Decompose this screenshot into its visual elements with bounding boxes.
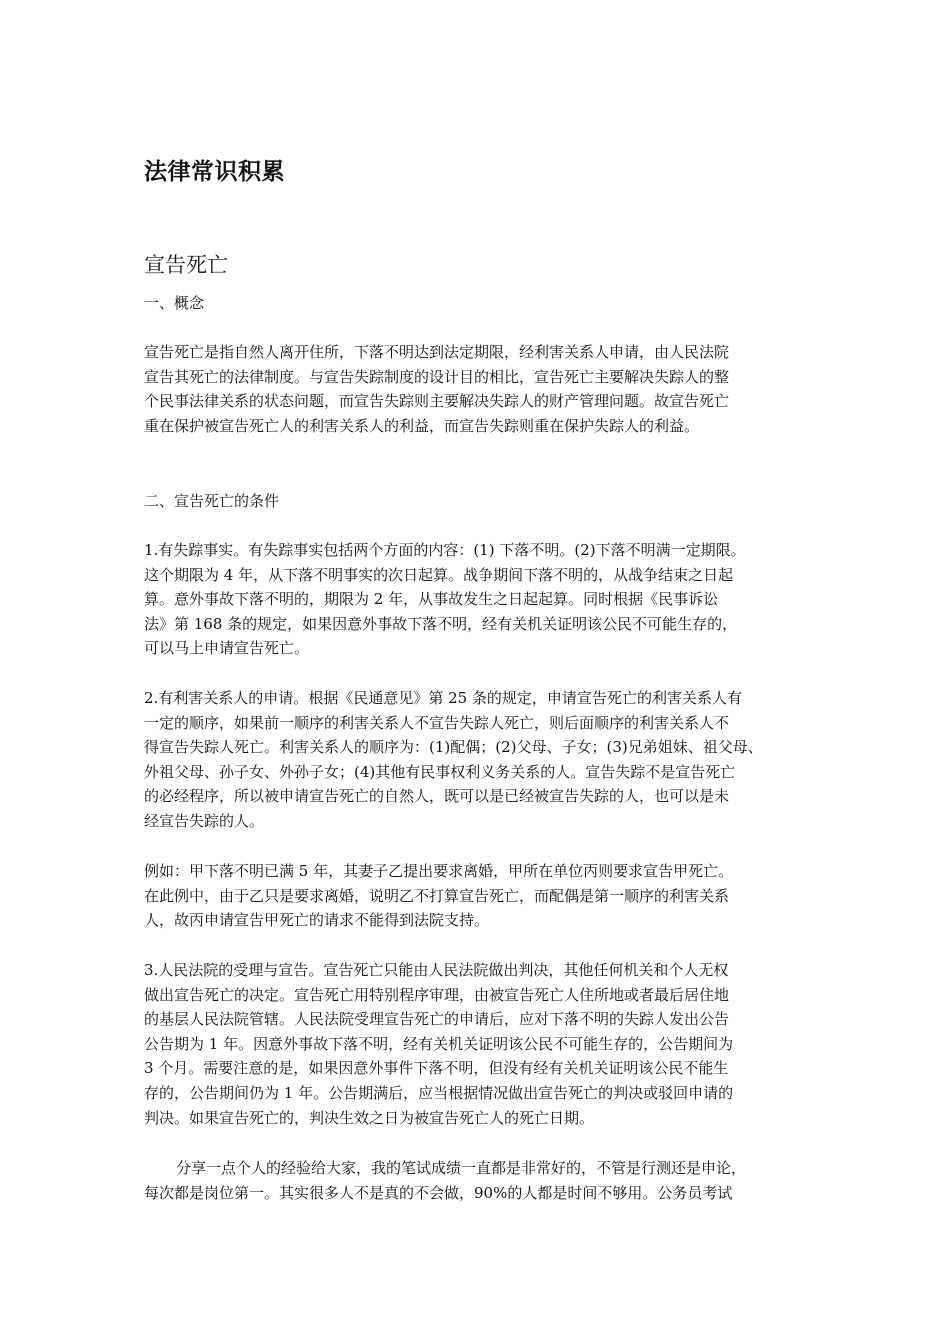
paragraph-line: 算。意外事故下落不明的，期限为 2 年，从事故发生之日起起算。同时根据《民事诉讼: [144, 590, 719, 609]
paragraph-line: 的必经程序，所以被申请宣告死亡的自然人，既可以是已经被宣告失踪的人，也可以是未: [144, 787, 730, 806]
paragraph-line: 例如：甲下落不明已满 5 年，其妻子乙提出要求离婚，甲所在单位丙则要求宣告甲死亡。: [144, 862, 734, 880]
paragraph-line: 做出宣告死亡的决定。宣告死亡用特别程序审理，由被宣告死亡人住所地或者最后居住地: [144, 985, 730, 1004]
paragraph-example: [144, 859, 816, 933]
paragraph-line: 经宣告失踪的人。: [144, 811, 265, 830]
paragraph-line: 宣告其死亡的法律制度。与宣告失踪制度的设计目的相比，宣告死亡主要解决失踪人的整: [144, 367, 730, 386]
paragraph-concept: [144, 340, 816, 438]
heading-concept: [144, 291, 816, 316]
paragraph-line: 3 个月。需要注意的是，如果因意外事件下落不明，但没有经有关机关证明该公民不能生: [144, 1059, 729, 1078]
paragraph-line: 1.有失踪事实。有失踪事实包括两个方面的内容：(1) 下落不明。(2)下落不明满一定期限。: [144, 541, 746, 559]
paragraph-condition-1: [144, 538, 816, 661]
paragraph-line: 外祖父母、孙子女、外孙子女；(4)其他有民事权利义务关系的人。宣告失踪不是宣告死亡: [144, 762, 736, 781]
paragraph-line: 个民事法律关系的状态问题，而宣告失踪则主要解决失踪人的财产管理问题。故宣告死亡: [144, 392, 730, 411]
heading-conditions: [144, 489, 816, 514]
paragraph-line: 2.有利害关系人的申请。根据《民通意见》第 25 条的规定，申请宣告死亡的利害关系人有: [144, 689, 742, 707]
heading-concept-text: 一、概念: [144, 294, 205, 312]
paragraph-line: 重在保护被宣告死亡人的利害关系人的利益，而宣告失踪则重在保护失踪人的利益。: [144, 416, 700, 435]
paragraph-condition-3: [144, 958, 816, 1130]
paragraph-line: 的基层人民法院管辖。人民法院受理宣告死亡的申请后，应对下落不明的失踪人发出公告: [144, 1010, 730, 1029]
paragraph-share: [144, 1156, 816, 1205]
paragraph-line: 人，故丙申请宣告甲死亡的请求不能得到法院支持。: [144, 911, 490, 930]
paragraph-line: 每次都是岗位第一。其实很多人不是真的不会做，90%的人都是时间不够用。公务员考试: [144, 1183, 733, 1202]
paragraph-line: 判决。如果宣告死亡的，判决生效之日为被宣告死亡人的死亡日期。: [144, 1108, 595, 1127]
document-title: 法律常识积累: [144, 159, 285, 185]
paragraph-line: 在此例中，由于乙只是要求离婚，说明乙不打算宣告死亡，而配偶是第一顺序的利害关系: [144, 886, 730, 905]
paragraph-line: 得宣告失踪人死亡。利害关系人的顺序为：(1)配偶；(2)父母、子女；(3)兄弟姐妹、祖父母、: [144, 738, 763, 757]
paragraph-line: 3.人民法院的受理与宣告。宣告死亡只能由人民法院做出判决，其他任何机关和个人无权: [144, 961, 729, 979]
paragraph-line: 宣告死亡是指自然人离开住所，下落不明达到法定期限，经利害关系人申请，由人民法院: [144, 343, 730, 361]
paragraph-line: 一定的顺序，如果前一顺序的利害关系人不宣告失踪人死亡，则后面顺序的利害关系人不: [144, 713, 730, 732]
paragraph-line: 法》第 168 条的规定，如果因意外事故下落不明，经有关机关证明该公民不可能生存的，: [144, 614, 738, 633]
paragraph-line: 公告期为 1 年。因意外事故下落不明，经有关机关证明该公民不可能生存的，公告期间为: [144, 1034, 734, 1053]
paragraph-line: 这个期限为 4 年，从下落不明事实的次日起算。战争期间下落不明的，从战争结束之日起: [144, 565, 734, 584]
paragraph-line: 分享一点个人的经验给大家，我的笔试成绩一直都是非常好的，不管是行测还是申论，: [176, 1159, 747, 1177]
section-title: 宣告死亡: [144, 253, 228, 277]
paragraph-line: 存的，公告期间仍为 1 年。公告期满后，应当根据情况做出宣告死亡的判决或驳回申请的: [144, 1083, 734, 1102]
paragraph-condition-2: [144, 686, 816, 834]
heading-conditions-text: 二、宣告死亡的条件: [144, 492, 280, 510]
paragraph-line: 可以马上申请宣告死亡。: [144, 639, 310, 658]
